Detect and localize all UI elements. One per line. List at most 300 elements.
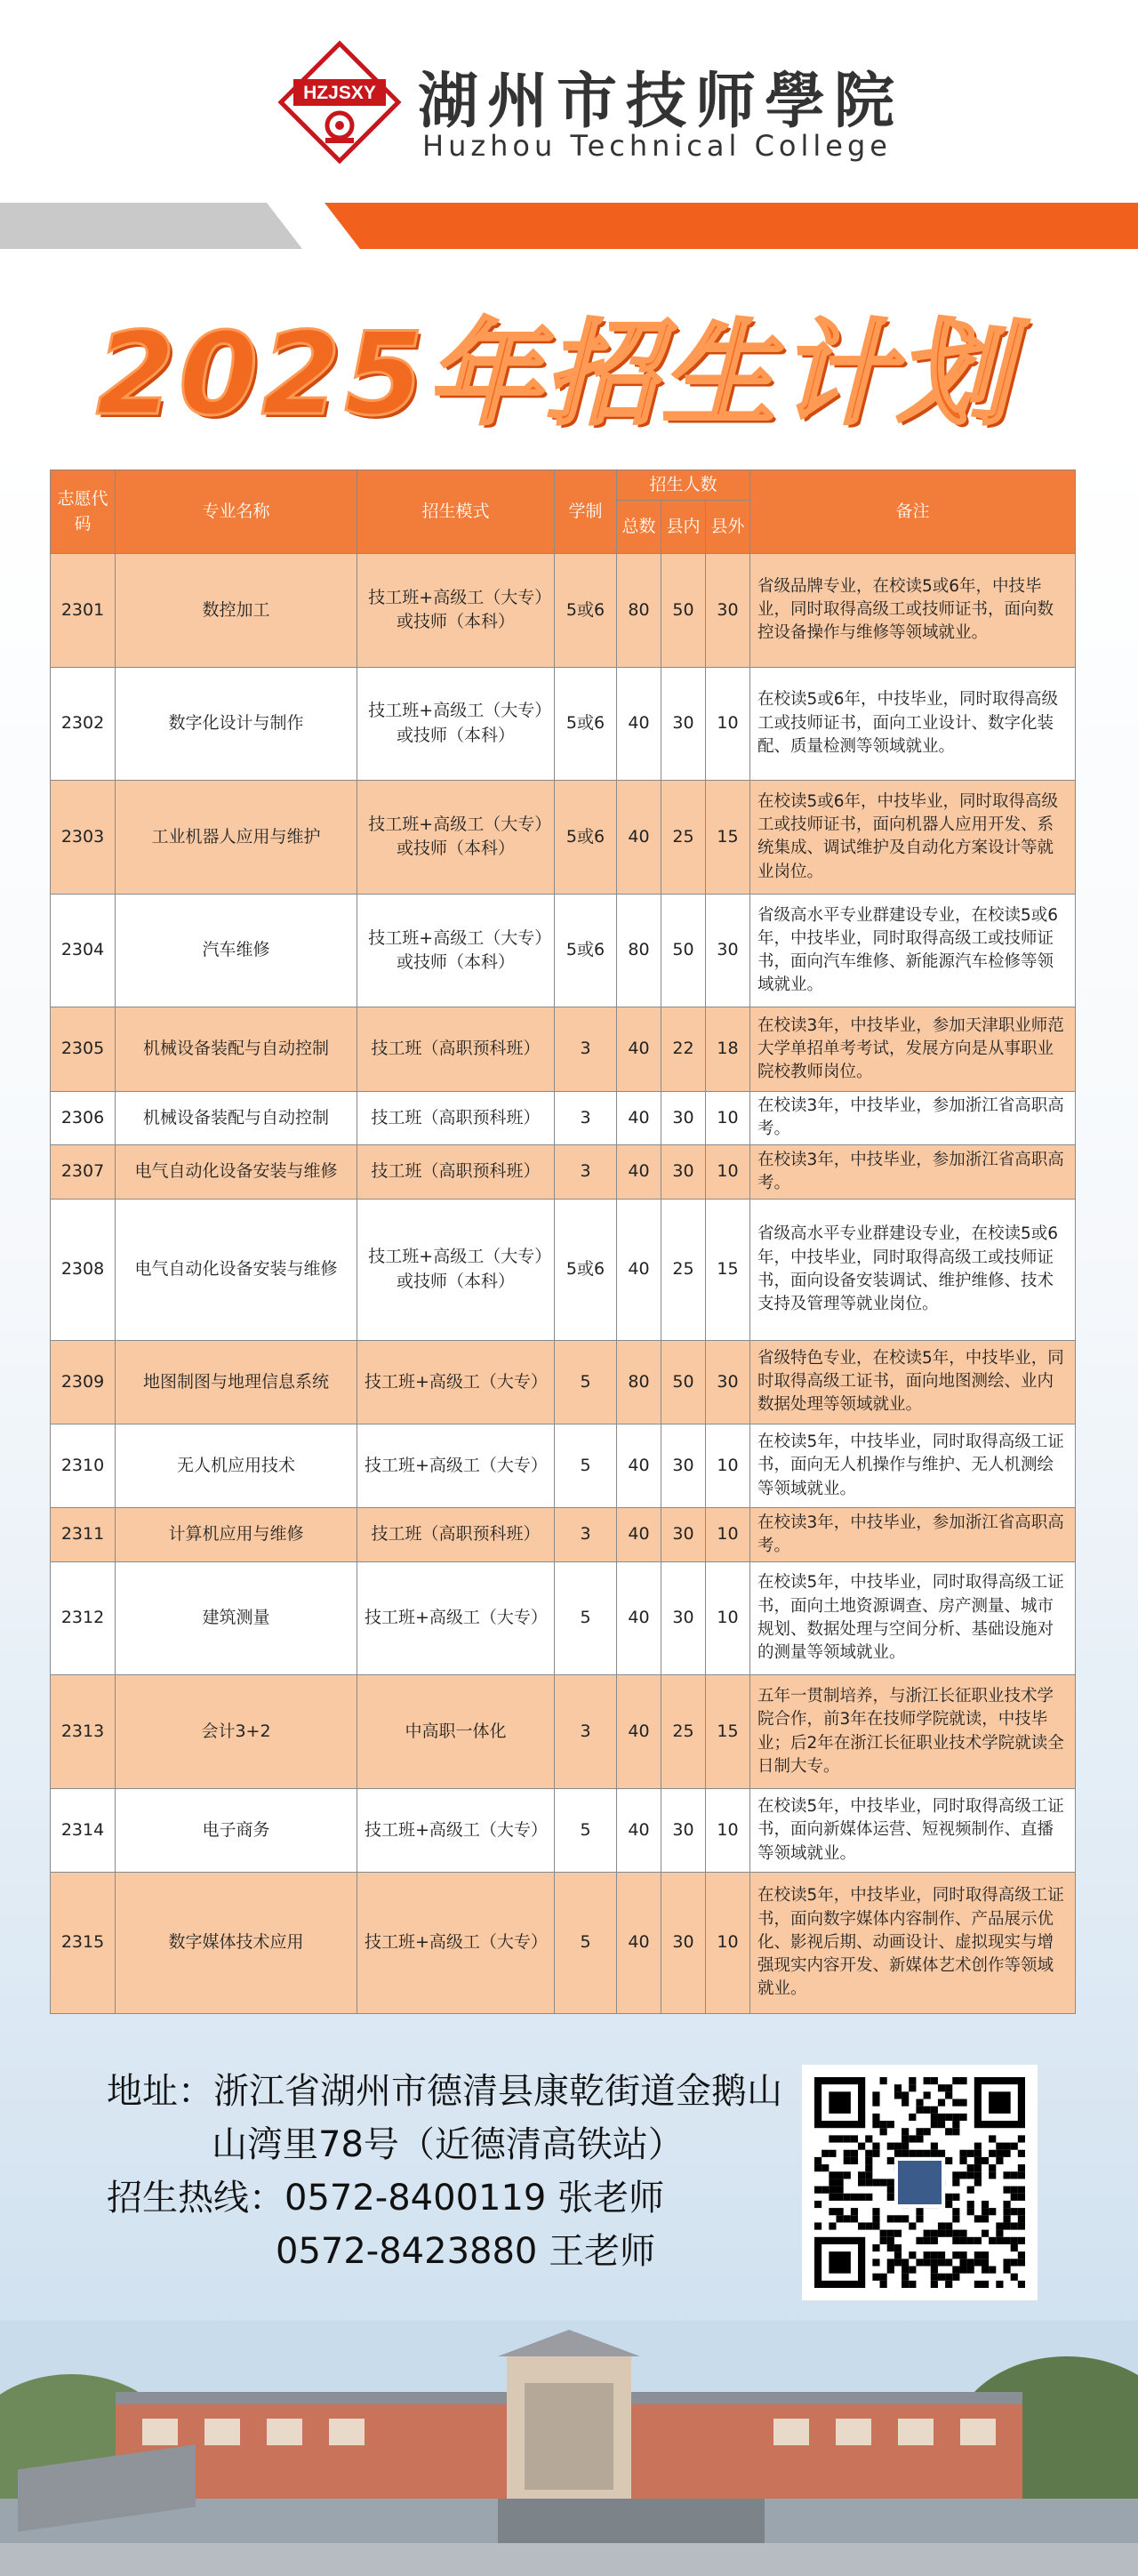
qr-module [858, 2194, 865, 2201]
qr-module [916, 2107, 923, 2114]
qr-module [916, 2237, 923, 2244]
qr-module [974, 2179, 982, 2186]
qr-module [844, 2157, 851, 2164]
enrollment-table [50, 469, 1076, 2014]
qr-module [974, 2237, 982, 2244]
cell-out-county: 10 [706, 1145, 750, 1200]
qr-module [814, 2164, 821, 2171]
qr-module [872, 2091, 879, 2099]
qr-module [1003, 2171, 1010, 2179]
qr-module [821, 2164, 829, 2171]
qr-module [938, 2084, 945, 2091]
qr-module [924, 2259, 931, 2266]
qr-module [887, 2143, 894, 2150]
table-row [51, 1199, 1076, 1340]
qr-module [1011, 2208, 1018, 2215]
cell-major: 工业机器人应用与维护 [116, 781, 357, 895]
cell-out-county: 30 [706, 554, 750, 668]
qr-module [902, 2274, 909, 2281]
qr-module [989, 2150, 996, 2157]
qr-module [931, 2230, 938, 2237]
qr-module [872, 2121, 879, 2128]
cell-out-county: 10 [706, 667, 750, 781]
qr-module [1003, 2222, 1010, 2229]
cell-major: 计算机应用与维修 [116, 1508, 357, 1562]
header-code: 志愿代码 [51, 470, 116, 554]
qr-module [916, 2259, 923, 2266]
cell-years: 5 [555, 1561, 617, 1675]
qr-module [974, 2164, 982, 2171]
qr-module [931, 2251, 938, 2259]
qr-module [880, 2230, 887, 2237]
cell-total: 80 [617, 554, 661, 668]
qr-module [872, 2143, 879, 2150]
header-mode: 招生模式 [357, 470, 555, 554]
qr-module [902, 2091, 909, 2099]
table-row [51, 1091, 1076, 1145]
qr-module [931, 2107, 938, 2114]
qr-module [1018, 2251, 1025, 2259]
enrollment-table-container [50, 469, 1075, 2014]
cell-out-county: 30 [706, 1340, 750, 1424]
cell-note: 省级品牌专业，在校读5或6年，中技毕业，同时取得高级工或技师证书，面向数控设备操作与维修等领域就业。 [750, 554, 1076, 668]
qr-module [982, 2208, 989, 2215]
table-row [51, 894, 1076, 1007]
qr-module [844, 2135, 851, 2142]
qr-module [952, 2128, 959, 2135]
cell-in-county: 30 [661, 667, 706, 781]
qr-module [887, 2187, 894, 2194]
qr-module [872, 2215, 879, 2222]
qr-module [902, 2215, 909, 2222]
qr-module [829, 2179, 836, 2186]
qr-module [982, 2201, 989, 2208]
qr-module [872, 2150, 879, 2157]
qr-module [989, 2171, 996, 2179]
qr-module [945, 2230, 952, 2237]
cell-in-county: 25 [661, 1675, 706, 1789]
qr-module [909, 2251, 916, 2259]
cell-note: 在校读5年，中技毕业，同时取得高级工证书，面向新媒体运营、短视频制作、直播等领域就业。 [750, 1788, 1076, 1872]
cell-mode: 技工班（高职预科班） [357, 1145, 555, 1200]
qr-module [829, 2194, 836, 2201]
qr-module [959, 2077, 966, 2084]
cell-total: 40 [617, 781, 661, 895]
qr-code-graphic [814, 2077, 1025, 2288]
qr-module [1018, 2164, 1025, 2171]
cell-major: 地图制图与地理信息系统 [116, 1340, 357, 1424]
qr-module [829, 2208, 836, 2215]
qr-module [837, 2171, 844, 2179]
qr-module [945, 2084, 952, 2091]
qr-module [924, 2091, 931, 2099]
cell-code: 2311 [51, 1508, 116, 1562]
cell-code: 2314 [51, 1788, 116, 1872]
header-in-county: 县内 [661, 501, 706, 554]
qr-module [952, 2215, 959, 2222]
cell-in-county: 50 [661, 554, 706, 668]
cell-code: 2315 [51, 1873, 116, 2014]
qr-module [837, 2187, 844, 2194]
qr-module [945, 2259, 952, 2266]
hotline-row [107, 2171, 782, 2225]
qr-module [982, 2230, 989, 2237]
qr-module [872, 2259, 879, 2266]
cell-years: 5或6 [555, 667, 617, 781]
qr-module [894, 2244, 902, 2251]
qr-module [894, 2230, 902, 2237]
qr-module [945, 2281, 952, 2288]
cell-note: 省级高水平专业群建设专业，在校读5或6年，中技毕业，同时取得高级工或技师证书，面向设备安装调试、维护维修、技术支持及管理等就业岗位。 [750, 1199, 1076, 1340]
qr-module [931, 2143, 938, 2150]
qr-module [1011, 2171, 1018, 2179]
qr-module [880, 2237, 887, 2244]
cell-mode: 技工班（高职预科班） [357, 1007, 555, 1091]
qr-module [844, 2150, 851, 2157]
qr-module [952, 2251, 959, 2259]
qr-module [931, 2281, 938, 2288]
qr-module [902, 2259, 909, 2266]
qr-module [982, 2281, 989, 2288]
qr-module [909, 2114, 916, 2121]
cell-code: 2313 [51, 1675, 116, 1789]
qr-module [924, 2237, 931, 2244]
qr-module [952, 2114, 959, 2121]
qr-module [945, 2091, 952, 2099]
cell-years: 3 [555, 1007, 617, 1091]
qr-module [909, 2281, 916, 2288]
qr-module [1018, 2237, 1025, 2244]
cell-major: 会计3+2 [116, 1675, 357, 1789]
qr-module [952, 2171, 959, 2179]
cell-code: 2306 [51, 1091, 116, 1145]
qr-module [916, 2135, 923, 2142]
cell-years: 3 [555, 1508, 617, 1562]
cell-mode: 技工班+高级工（大专）或技师（本科） [357, 554, 555, 668]
qr-module [952, 2230, 959, 2237]
cell-total: 80 [617, 894, 661, 1007]
qr-module [916, 2128, 923, 2135]
qr-module [902, 2281, 909, 2288]
qr-module [865, 2194, 872, 2201]
qr-module [829, 2251, 851, 2274]
qr-module [989, 2266, 996, 2273]
qr-module [1003, 2259, 1010, 2266]
qr-module [865, 2222, 872, 2229]
qr-module [858, 2222, 865, 2229]
cell-note: 在校读5或6年，中技毕业，同时取得高级工或技师证书，面向工业设计、数字化装配、质量检测等领域就业。 [750, 667, 1076, 781]
qr-module [945, 2222, 952, 2229]
cell-out-county: 10 [706, 1788, 750, 1872]
qr-module [967, 2237, 974, 2244]
cell-out-county: 15 [706, 781, 750, 895]
cell-total: 40 [617, 1199, 661, 1340]
cell-major: 机械设备装配与自动控制 [116, 1007, 357, 1091]
table-row [51, 1007, 1076, 1091]
header-out-county: 县外 [706, 501, 750, 554]
qr-module [894, 2091, 902, 2099]
qr-module [1018, 2281, 1025, 2288]
qr-module [924, 2128, 931, 2135]
qr-module [952, 2179, 959, 2186]
qr-module [1018, 2222, 1025, 2229]
cell-major: 无人机应用技术 [116, 1424, 357, 1507]
cell-out-county: 15 [706, 1199, 750, 1340]
qr-module [938, 2099, 945, 2107]
cell-in-county: 30 [661, 1424, 706, 1507]
header-total: 总数 [617, 501, 661, 554]
qr-module [1011, 2259, 1018, 2266]
phone2: 0572-8423880 王老师 [276, 2231, 656, 2272]
cell-mode: 技工班（高职预科班） [357, 1091, 555, 1145]
qr-module [974, 2281, 982, 2288]
cell-note: 在校读5年，中技毕业，同时取得高级工证书，面向数字媒体内容制作、产品展示优化、影视后期、动画设计、虚拟现实与增强现实内容开发、新媒体艺术创作等领域就业。 [750, 1873, 1076, 2014]
qr-module [967, 2208, 974, 2215]
qr-module [959, 2099, 966, 2107]
page-title: 2025年招生计划 [96, 309, 1014, 441]
qr-module [880, 2179, 887, 2186]
qr-module [989, 2091, 1011, 2114]
qr-module [938, 2230, 945, 2237]
table-row [51, 781, 1076, 895]
cell-total: 40 [617, 1561, 661, 1675]
cell-major: 数控加工 [116, 554, 357, 668]
contact-info [107, 2065, 782, 2278]
address-line1: 浙江省湖州市德清县康乾街道金鹅山 [213, 2071, 782, 2112]
qr-module [865, 2164, 872, 2171]
qr-module [924, 2150, 931, 2157]
cell-in-county: 25 [661, 781, 706, 895]
qr-module [974, 2157, 982, 2164]
qr-module [837, 2135, 844, 2142]
qr-module [916, 2215, 923, 2222]
cell-out-county: 10 [706, 1091, 750, 1145]
qr-module [952, 2274, 959, 2281]
phone1: 0572-8400119 张老师 [284, 2178, 665, 2219]
qr-module [1018, 2150, 1025, 2157]
qr-module [909, 2135, 916, 2142]
qr-module [931, 2150, 938, 2157]
qr-module [931, 2274, 938, 2281]
qr-module [924, 2077, 931, 2084]
qr-module [982, 2266, 989, 2273]
college-logo [277, 40, 402, 165]
cell-mode: 技工班+高级工（大专） [357, 1561, 555, 1675]
cell-years: 5 [555, 1424, 617, 1507]
qr-module [880, 2274, 887, 2281]
college-name-cn: 湖州市技师學院 [418, 66, 904, 137]
qr-module [974, 2171, 982, 2179]
qr-module [989, 2164, 996, 2171]
cell-out-county: 10 [706, 1508, 750, 1562]
qr-module [909, 2266, 916, 2273]
cell-total: 40 [617, 1007, 661, 1091]
qr-module [872, 2114, 879, 2121]
cell-code: 2301 [51, 554, 116, 668]
cell-total: 40 [617, 1091, 661, 1145]
header-major: 专业名称 [116, 470, 357, 554]
qr-module [931, 2114, 938, 2121]
qr-module [1011, 2143, 1018, 2150]
cell-in-county: 50 [661, 1340, 706, 1424]
qr-module [982, 2157, 989, 2164]
qr-module [938, 2150, 945, 2157]
qr-module [844, 2171, 851, 2179]
qr-module [844, 2194, 851, 2201]
qr-module [1003, 2150, 1010, 2157]
cell-out-county: 10 [706, 1424, 750, 1507]
cell-code: 2304 [51, 894, 116, 1007]
cell-in-county: 22 [661, 1007, 706, 1091]
qr-module [982, 2259, 989, 2266]
qr-module [974, 2251, 982, 2259]
qr-module [909, 2084, 916, 2091]
qr-module [931, 2121, 938, 2128]
qr-module [967, 2201, 974, 2208]
table-body [51, 554, 1076, 2014]
cell-years: 3 [555, 1675, 617, 1789]
qr-module [872, 2274, 879, 2281]
qr-module [1018, 2215, 1025, 2222]
qr-module [959, 2171, 966, 2179]
qr-module [974, 2150, 982, 2157]
qr-module [1011, 2274, 1018, 2281]
qr-module [945, 2201, 952, 2208]
table-row [51, 1145, 1076, 1200]
address-line2: 山湾里78号（近德清高铁站） [212, 2124, 684, 2165]
qr-module [829, 2187, 836, 2194]
decorative-band-orange [325, 203, 1138, 249]
qr-module [887, 2215, 894, 2222]
qr-module [938, 2274, 945, 2281]
qr-module [909, 2077, 916, 2084]
qr-module [916, 2208, 923, 2215]
cell-total: 40 [617, 1508, 661, 1562]
qr-module [837, 2179, 844, 2186]
cell-years: 5或6 [555, 554, 617, 668]
cell-major: 建筑测量 [116, 1561, 357, 1675]
qr-module [829, 2091, 851, 2114]
qr-module [952, 2266, 959, 2273]
cell-note: 在校读3年，中技毕业，参加浙江省高职高考。 [750, 1508, 1076, 1562]
qr-module [931, 2266, 938, 2273]
cell-code: 2307 [51, 1145, 116, 1200]
qr-module [1003, 2208, 1010, 2215]
qr-module [1018, 2187, 1025, 2194]
cell-out-county: 18 [706, 1007, 750, 1091]
qr-module [916, 2099, 923, 2107]
table-row [51, 1675, 1076, 1789]
cell-in-county: 30 [661, 1091, 706, 1145]
qr-module [837, 2208, 844, 2215]
qr-module [924, 2251, 931, 2259]
qr-module [814, 2157, 821, 2164]
qr-module [1003, 2215, 1010, 2222]
qr-module [887, 2266, 894, 2273]
qr-code [802, 2065, 1038, 2300]
qr-module [982, 2215, 989, 2222]
qr-module [1003, 2143, 1010, 2150]
decorative-band-gray [0, 203, 302, 249]
cell-note: 在校读3年，中技毕业，参加天津职业师范大学单招单考考试，发展方向是从事职业院校教师岗位。 [750, 1007, 1076, 1091]
cell-mode: 技工班+高级工（大专） [357, 1788, 555, 1872]
cell-years: 5 [555, 1788, 617, 1872]
qr-module [931, 2259, 938, 2266]
cell-total: 40 [617, 1873, 661, 2014]
qr-module [974, 2143, 982, 2150]
cell-note: 在校读5年，中技毕业，同时取得高级工证书，面向土地资源调查、房产测量、城市规划、数据处理与空间分析、基础设施对的测量等领域就业。 [750, 1561, 1076, 1675]
qr-module [938, 2121, 945, 2128]
cell-in-county: 50 [661, 894, 706, 1007]
cell-note: 省级高水平专业群建设专业，在校读5或6年，中技毕业，同时取得高级工或技师证书，面向汽车维修、新能源汽车检修等领域就业。 [750, 894, 1076, 1007]
header-years: 学制 [555, 470, 617, 554]
header [0, 0, 1138, 196]
qr-module [945, 2274, 952, 2281]
cell-major: 电气自动化设备安装与维修 [116, 1145, 357, 1200]
qr-module [1018, 2259, 1025, 2266]
table-row [51, 667, 1076, 781]
qr-module [916, 2150, 923, 2157]
cell-major: 数字化设计与制作 [116, 667, 357, 781]
cell-in-county: 30 [661, 1788, 706, 1872]
qr-module [902, 2135, 909, 2142]
qr-module [1018, 2208, 1025, 2215]
qr-module [1003, 2237, 1010, 2244]
qr-module [902, 2143, 909, 2150]
qr-module [945, 2128, 952, 2135]
qr-module [1003, 2266, 1010, 2273]
qr-module [1018, 2171, 1025, 2179]
qr-module [894, 2143, 902, 2150]
cell-total: 40 [617, 1788, 661, 1872]
qr-module [851, 2135, 858, 2142]
cell-out-county: 30 [706, 894, 750, 1007]
qr-module [821, 2187, 829, 2194]
qr-module [1003, 2201, 1010, 2208]
qr-module [989, 2208, 996, 2215]
cell-code: 2302 [51, 667, 116, 781]
cell-note: 在校读5或6年，中技毕业，同时取得高级工或技师证书，面向机器人应用开发、系统集成、调试维护及自动化方案设计等就业岗位。 [750, 781, 1076, 895]
qr-module [1011, 2187, 1018, 2194]
qr-module [996, 2143, 1003, 2150]
qr-module [865, 2179, 872, 2186]
qr-module [945, 2194, 952, 2201]
table-row [51, 1561, 1076, 1675]
qr-module [887, 2237, 894, 2244]
cell-total: 40 [617, 667, 661, 781]
qr-module [967, 2187, 974, 2194]
cell-major: 机械设备装配与自动控制 [116, 1091, 357, 1145]
cell-years: 5 [555, 1873, 617, 2014]
cell-note: 在校读3年，中技毕业，参加浙江省高职高考。 [750, 1145, 1076, 1200]
qr-module [1011, 2244, 1018, 2251]
qr-module [982, 2251, 989, 2259]
cell-mode: 中高职一体化 [357, 1675, 555, 1789]
qr-module [1018, 2135, 1025, 2142]
qr-module [837, 2194, 844, 2201]
cell-out-county: 10 [706, 1873, 750, 2014]
qr-module [959, 2251, 966, 2259]
cell-code: 2309 [51, 1340, 116, 1424]
qr-module [880, 2281, 887, 2288]
qr-module [967, 2150, 974, 2157]
cell-out-county: 10 [706, 1561, 750, 1675]
cell-years: 5 [555, 1340, 617, 1424]
qr-module [1011, 2194, 1018, 2201]
cell-code: 2305 [51, 1007, 116, 1091]
qr-module [887, 2244, 894, 2251]
qr-module [959, 2157, 966, 2164]
